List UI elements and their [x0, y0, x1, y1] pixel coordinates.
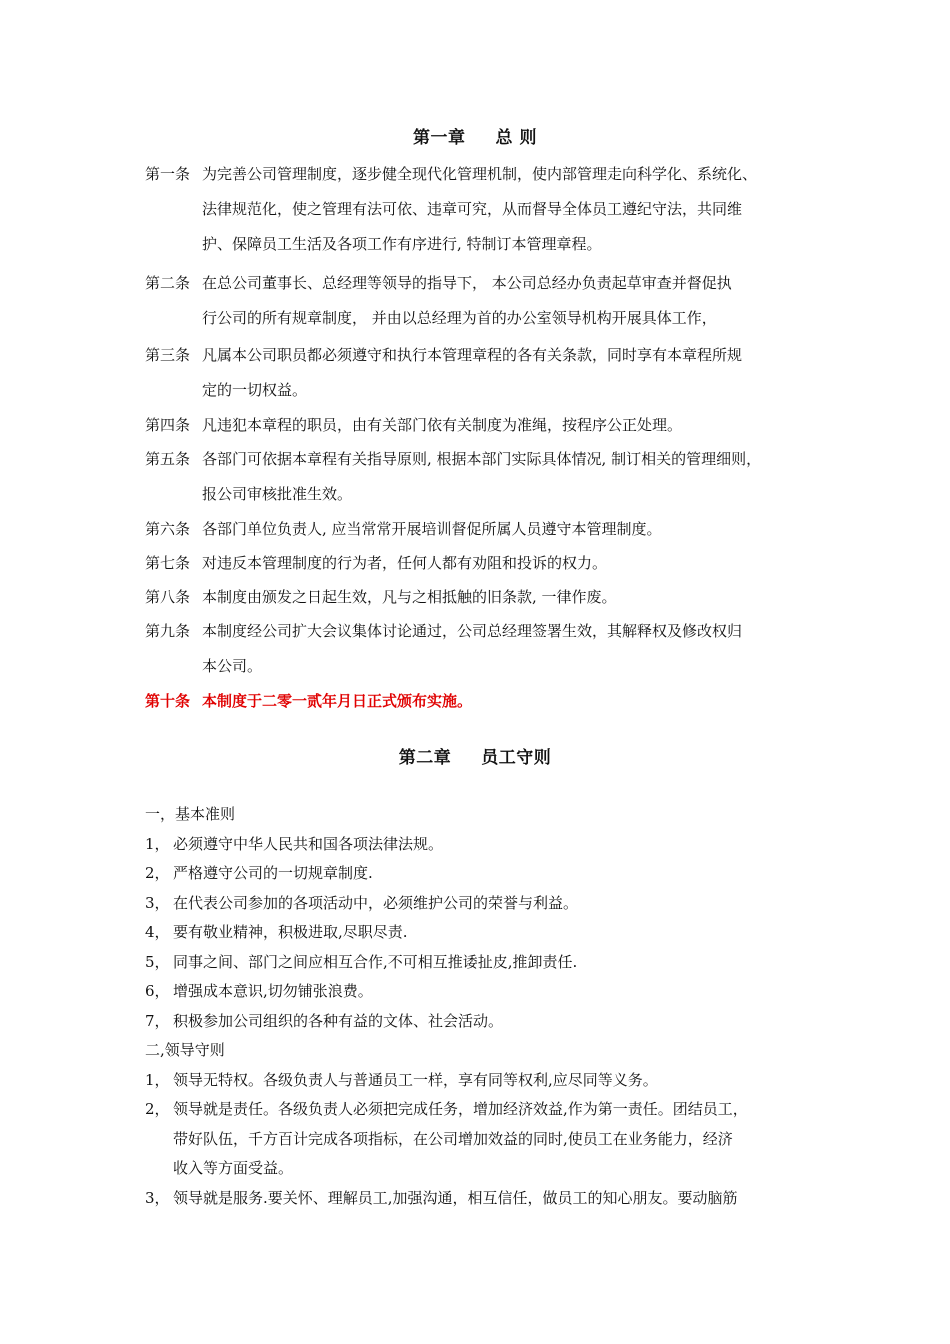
- article-number: 第七条: [145, 554, 191, 572]
- item-number: 7，: [145, 1011, 170, 1030]
- article-text: 在总公司董事长、总经理等领导的指导下， 本公司总经办负责起草审查并督促执: [202, 274, 732, 292]
- article-text: 各部门可依据本章程有关指导原则, 根据本部门实际具体情况, 制订相关的管理细则，: [202, 450, 762, 468]
- item-text: 在代表公司参加的各项活动中，必须维护公司的荣誉与利益。: [173, 893, 579, 912]
- article-2: [145, 266, 825, 336]
- article-text: 行公司的所有规章制度， 并由以总经理为首的办公室领导机构开展具体工作，: [202, 309, 717, 327]
- article-number: 第二条: [145, 274, 191, 292]
- article-text: 对违反本管理制度的行为者，任何人都有劝阻和投诉的权力。: [202, 554, 608, 572]
- article-7: [145, 546, 825, 581]
- article-1: [145, 157, 825, 262]
- item-text: 领导就是责任。各级负责人必须把完成任务，增加经济效益,作为第一责任。团结员工，: [173, 1100, 748, 1118]
- article-5: [145, 442, 825, 512]
- article-text: 本制度于二零一贰年月日正式颁布实施。: [202, 692, 473, 710]
- item-text: 领导就是服务.要关怀、理解员工,加强沟通，相互信任，做员工的知心朋友。要动脑筋: [173, 1188, 738, 1207]
- item-number: 3，: [145, 1188, 170, 1207]
- article-text: 本公司。: [202, 657, 263, 675]
- chapter1-title-text: 总 则: [495, 128, 537, 148]
- article-number: 第八条: [145, 588, 191, 606]
- section1: [145, 800, 825, 1036]
- item-number: 6，: [145, 982, 170, 1000]
- article-text: 为完善公司管理制度，逐步健全现代化管理机制，使内部管理走向科学化、系统化、: [202, 165, 758, 183]
- item-text: 要有敬业精神，积极进取,尽职尽责.: [173, 923, 408, 941]
- item-number: 2，: [145, 864, 170, 882]
- article-number: 第九条: [145, 622, 191, 640]
- section-title: 二,领导守则: [145, 1041, 225, 1059]
- article-number: 第四条: [145, 416, 191, 434]
- article-9: [145, 614, 825, 684]
- item-text: 必须遵守中华人民共和国各项法律法规。: [173, 834, 444, 853]
- item-text: 领导无特权。各级负责人与普通员工一样，享有同等权利,应尽同等义务。: [173, 1070, 658, 1089]
- article-text: 定的一切权益。: [202, 381, 308, 399]
- article-text: 本制度经公司扩大会议集体讨论通过，公司总经理签署生效，其解释权及修改权归: [202, 622, 743, 640]
- article-number: 第五条: [145, 450, 191, 468]
- chapter1-title-number: 第一章: [413, 128, 466, 148]
- chapter2-title-number: 第二章: [398, 748, 452, 768]
- item-text: 同事之间、部门之间应相互合作,不可相互推诿扯皮,推卸责任.: [173, 952, 578, 971]
- article-number: 第一条: [145, 165, 191, 183]
- article-number: 第三条: [145, 346, 191, 364]
- article-6: [145, 512, 825, 547]
- chapter2-title-text: 员工守则: [481, 748, 552, 768]
- article-4: [145, 408, 825, 443]
- item-text: 严格遵守公司的一切规章制度.: [173, 864, 373, 882]
- article-text: 各部门单位负责人, 应当常常开展培训督促所属人员遵守本管理制度。: [202, 520, 662, 538]
- item-text: 收入等方面受益。: [173, 1159, 294, 1177]
- article-text: 凡违犯本章程的职员，由有关部门依有关制度为准绳，按程序公正处理。: [202, 416, 683, 434]
- item-number: 2，: [145, 1100, 170, 1118]
- item-text: 增强成本意识,切勿铺张浪费。: [173, 982, 373, 1000]
- article-3: [145, 338, 825, 408]
- section2: [145, 1036, 825, 1213]
- article-8: [145, 580, 825, 615]
- item-number: 4，: [145, 923, 170, 941]
- article-text: 护、保障员工生活及各项工作有序进行, 特制订本管理章程。: [202, 235, 602, 253]
- section-title: 一，基本准则: [145, 805, 236, 823]
- article-number: 第六条: [145, 520, 191, 538]
- article-text: 法律规范化，使之管理有法可依、违章可究，从而督导全体员工遵纪守法，共同维: [202, 200, 743, 218]
- chapter1-heading: [0, 123, 950, 148]
- item-number: 1，: [145, 834, 170, 853]
- article-text: 报公司审核批准生效。: [202, 485, 353, 503]
- item-number: 1，: [145, 1070, 170, 1089]
- article-text: 本制度由颁发之日起生效，凡与之相抵触的旧条款, 一律作废。: [202, 588, 617, 606]
- article-number: 第十条: [145, 692, 191, 710]
- chapter2-heading: [0, 743, 950, 768]
- item-text: 带好队伍，千方百计完成各项指标，在公司增加效益的同时,使员工在业务能力，经济: [173, 1129, 733, 1148]
- item-number: 3，: [145, 893, 170, 912]
- article-10: [145, 684, 825, 719]
- item-text: 积极参加公司组织的各种有益的文体、社会活动。: [173, 1011, 504, 1030]
- item-number: 5，: [145, 952, 170, 971]
- article-text: 凡属本公司职员都必须遵守和执行本管理章程的各有关条款，同时享有本章程所规: [202, 346, 743, 364]
